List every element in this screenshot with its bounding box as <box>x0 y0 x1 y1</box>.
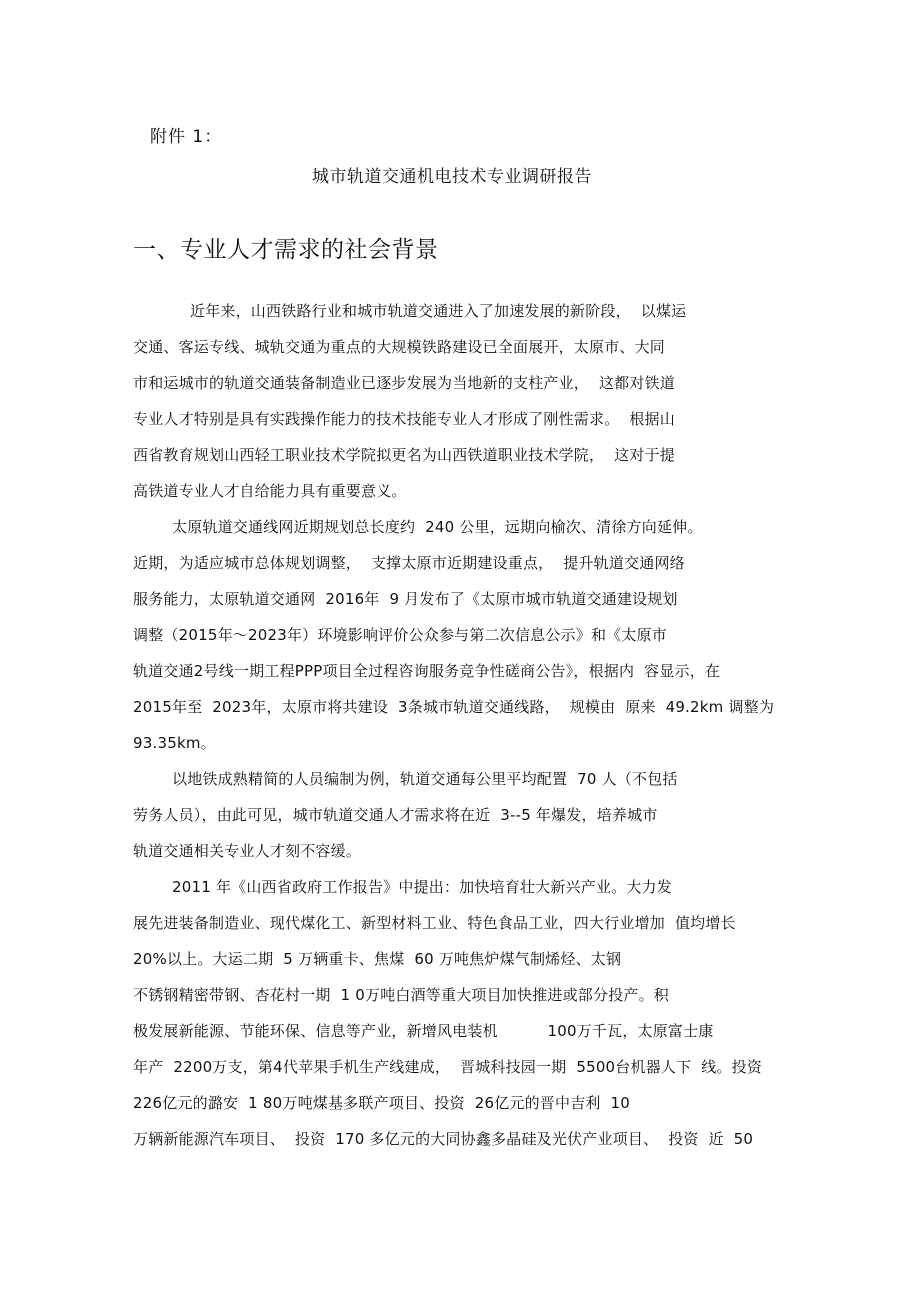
paragraph-line: 2011 年《山西省政府工作报告》中提出：加快培育壮大新兴产业。大力发 <box>172 878 672 896</box>
paragraph-line: 20%以上。大运二期 5 万辆重卡、焦煤 60 万吨焦炉煤气制烯烃、太钢 <box>133 950 622 968</box>
document-title: 城市轨道交通机电技术专业调研报告 <box>312 167 592 187</box>
paragraph-line: 太原轨道交通线网近期规划总长度约 240 公里，远期向榆次、清徐方向延伸。 <box>172 518 703 536</box>
paragraph-line: 极发展新能源、节能环保、信息等产业，新增风电装机 100万千瓦，太原富士康 <box>133 1022 714 1040</box>
paragraph-line: 不锈钢精密带钢、杏花村一期 1 0万吨白酒等重大项目加快推进或部分投产。积 <box>133 986 669 1004</box>
paragraph-line: 以地铁成熟精简的人员编制为例，轨道交通每公里平均配置 70 人（不包括 <box>172 770 678 788</box>
paragraph-line: 2015年至 2023年，太原市将共建设 3条城市轨道交通线路， 规模由 原来 49.2km 调整为 <box>133 698 775 716</box>
paragraph-line: 年产 2200万支，第4代苹果手机生产线建成， 晋城科技园一期 5500台机器人下 线。投资 <box>133 1058 763 1076</box>
paragraph-line: 万辆新能源汽车项目、 投资 170 多亿元的大同协鑫多晶硅及光伏产业项目、 投资 近 50 <box>133 1130 754 1148</box>
paragraph-line: 调整（2015年～2023年）环境影响评价公众参与第二次信息公示》和《太原市 <box>133 626 667 644</box>
paragraph-line: 226亿元的潞安 1 80万吨煤基多联产项目、投资 26亿元的晋中吉利 10 <box>133 1094 631 1112</box>
section-heading: 一、专业人才需求的社会背景 <box>133 237 439 263</box>
paragraph-line: 市和运城市的轨道交通装备制造业已逐步发展为当地新的支柱产业， 这都对铁道 <box>133 374 675 392</box>
paragraph-line: 展先进装备制造业、现代煤化工、新型材料工业、特色食品工业，四大行业增加 值均增长 <box>133 914 736 932</box>
paragraph-line: 93.35km。 <box>133 734 216 752</box>
paragraph-line: 轨道交通相关专业人才刻不容缓。 <box>133 842 362 860</box>
paragraph-line: 近年来，山西铁路行业和城市轨道交通进入了加速发展的新阶段， 以煤运 <box>190 302 687 320</box>
paragraph-line: 服务能力，太原轨道交通网 2016年 9 月发布了《太原市城市轨道交通建设规划 <box>133 590 678 608</box>
paragraph-line: 近期，为适应城市总体规划调整， 支撑太原市近期建设重点， 提升轨道交通网络 <box>133 554 685 572</box>
paragraph-line: 高铁道专业人才自给能力具有重要意义。 <box>133 482 407 500</box>
paragraph-line: 劳务人员），由此可见，城市轨道交通人才需求将在近 3--5 年爆发，培养城市 <box>133 806 658 824</box>
paragraph-line: 专业人才特别是具有实践操作能力的技术技能专业人才形成了刚性需求。 根据山 <box>133 410 675 428</box>
paragraph-line: 交通、客运专线、城轨交通为重点的大规模铁路建设已全面展开，太原市、大同 <box>133 338 666 356</box>
attachment-label: 附件 1： <box>150 127 223 147</box>
paragraph-line: 西省教育规划山西轻工职业技术学院拟更名为山西铁道职业技术学院， 这对于提 <box>133 446 675 464</box>
paragraph-line: 轨道交通2号线一期工程PPP项目全过程咨询服务竞争性磋商公告》，根据内 容显示，在 <box>133 662 721 680</box>
